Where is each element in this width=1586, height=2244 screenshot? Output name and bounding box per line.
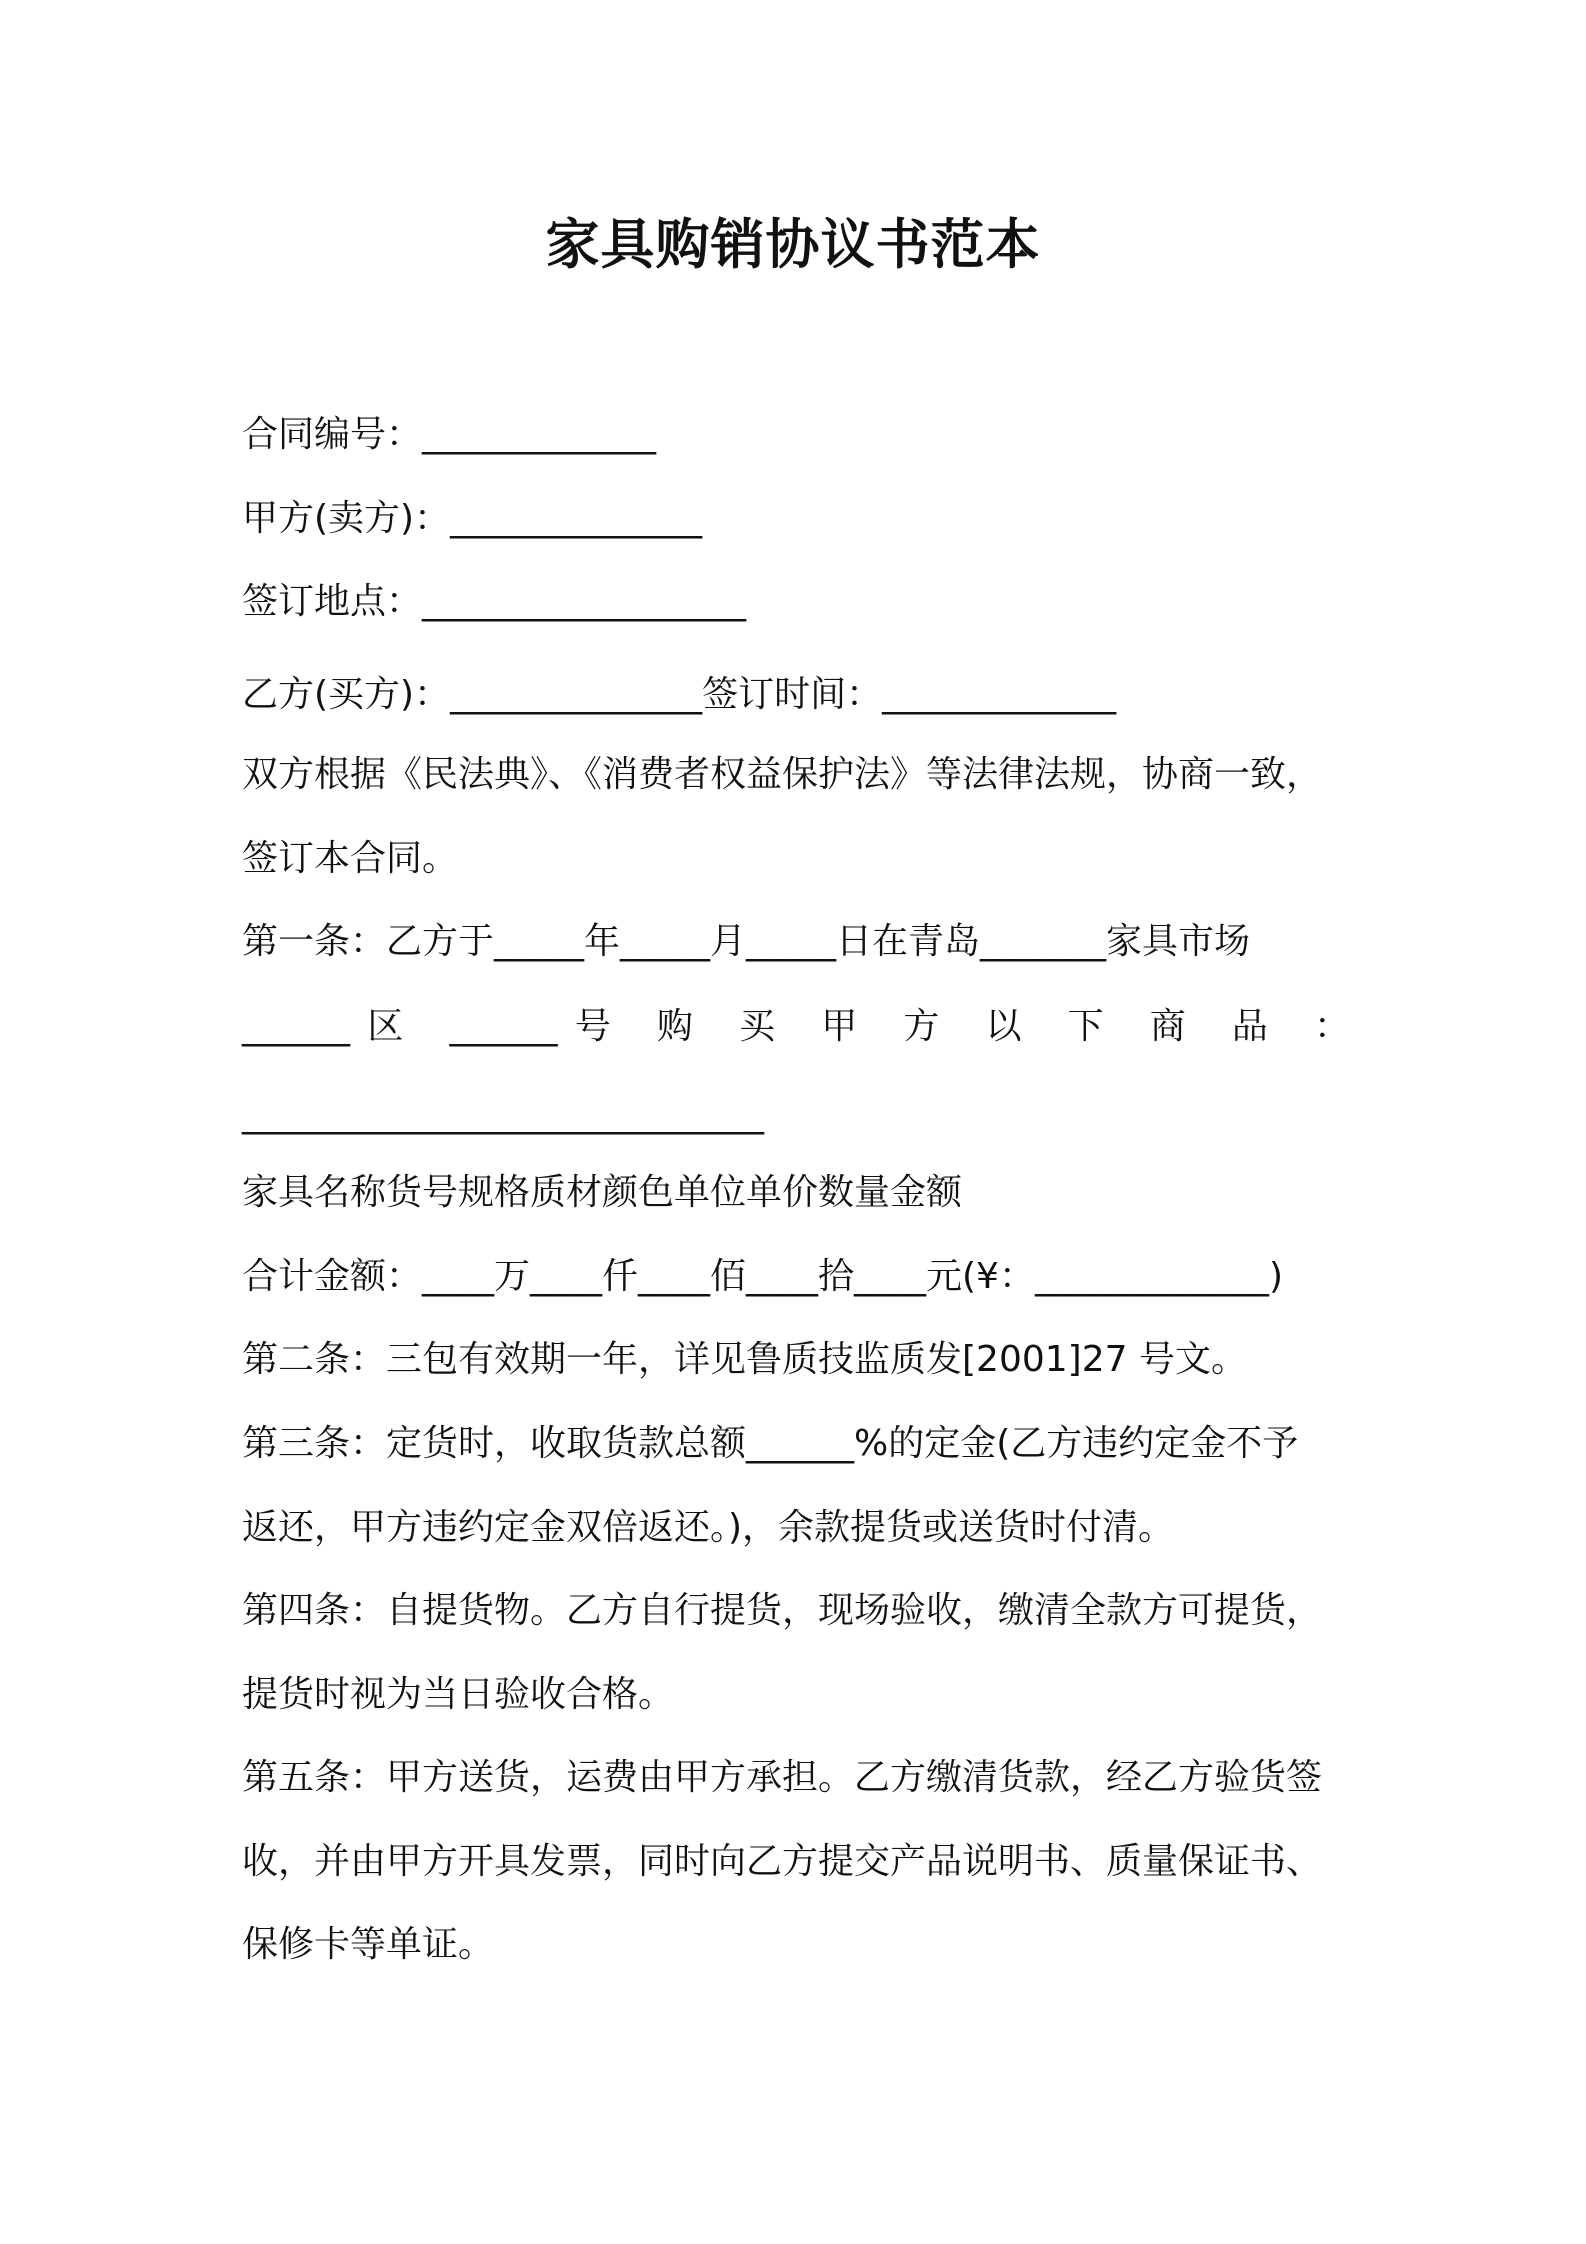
- contract-number-line: 合同编号：_____________: [242, 414, 657, 455]
- article-5-line-3: 保修卡等单证。: [242, 1924, 495, 1965]
- article-4-line-2: 提货时视为当日验收合格。: [242, 1674, 675, 1715]
- preamble-line-1: 双方根据《民法典》、《消费者权益保护法》等法律法规，协商一致，: [242, 754, 1323, 795]
- preamble-line-2: 签订本合同。: [242, 838, 459, 879]
- party-a-line: 甲方(卖方)：______________: [242, 498, 703, 539]
- article-1-line-1: 第一条：乙方于_____年_____月_____日在青岛_______家具市场: [242, 921, 1251, 962]
- party-b-signing-time-line: 乙方(买方)：______________签订时间：_____________: [242, 674, 1117, 715]
- document-title: 家具购销协议书范本: [545, 213, 1041, 276]
- article-3-line-1: 第三条：定货时，收取货款总额______%的定金(乙方违约定金不予: [242, 1423, 1299, 1464]
- article-5-line-1: 第五条：甲方送货，运费由甲方承担。乙方缴清货款，经乙方验货签: [242, 1757, 1323, 1798]
- signing-place-line: 签订地点：__________________: [242, 581, 747, 622]
- article-4-line-1: 第四条：自提货物。乙方自行提货，现场验收，缴清全款方可提货，: [242, 1590, 1323, 1631]
- article-5-line-2: 收，并由甲方开具发票，同时向乙方提交产品说明书、质量保证书、: [242, 1841, 1323, 1882]
- goods-table-header: 家具名称货号规格质材颜色单位单价数量金额: [242, 1172, 963, 1213]
- article-1-blank-line: _____________________________: [242, 1094, 764, 1135]
- article-1-line-2: ______区 ______号 购 买 甲 方 以 下 商 品 ：: [242, 1006, 1350, 1047]
- article-3-line-2: 返还，甲方违约定金双倍返还。)，余款提货或送货时付清。: [242, 1507, 1175, 1548]
- article-2-line: 第二条：三包有效期一年，详见鲁质技监质发[2001]27 号文。: [242, 1339, 1247, 1380]
- total-amount-line: 合计金额：____万____仟____佰____拾____元(¥：_____________): [242, 1256, 1283, 1297]
